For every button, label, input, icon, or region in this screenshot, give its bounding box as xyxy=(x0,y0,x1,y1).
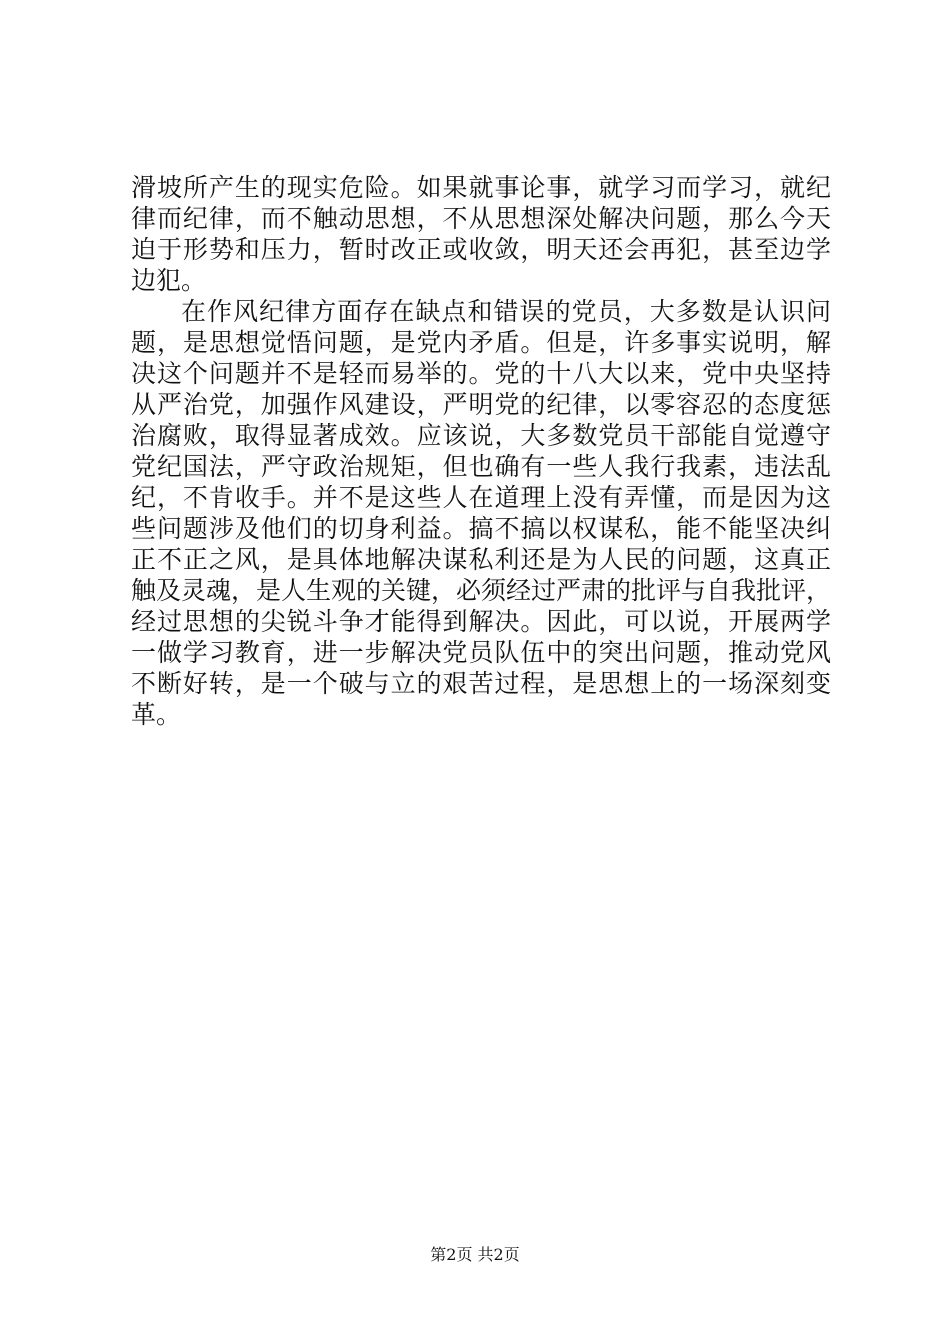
text-line: 从严治党，加强作风建设，严明党的纪律，以零容忍的态度惩 xyxy=(131,390,831,419)
text-line: 纪，不肯收手。并不是这些人在道理上没有弄懂，而是因为这 xyxy=(131,483,831,512)
paragraph-2 xyxy=(131,296,831,730)
text-line: 革。 xyxy=(131,700,182,729)
text-line: 不断好转，是一个破与立的艰苦过程，是思想上的一场深刻变 xyxy=(131,669,831,698)
text-line: 题，是思想觉悟问题，是党内矛盾。但是，许多事实说明，解 xyxy=(131,328,831,357)
page-footer xyxy=(0,1244,950,1266)
text-line: 在作风纪律方面存在缺点和错误的党员，大多数是认识问 xyxy=(181,297,831,326)
text-line: 决这个问题并不是轻而易举的。党的十八大以来，党中央坚持 xyxy=(131,359,831,388)
text-line: 治腐败，取得显著成效。应该说，大多数党员干部能自觉遵守 xyxy=(131,421,831,450)
page-number: 第2页 共2页 xyxy=(430,1245,520,1264)
text-line: 党纪国法，严守政治规矩，但也确有一些人我行我素，违法乱 xyxy=(131,452,831,481)
paragraph-1 xyxy=(131,172,831,296)
text-line: 触及灵魂，是人生观的关键，必须经过严肃的批评与自我批评， xyxy=(131,576,832,605)
body-text xyxy=(131,172,831,730)
text-line: 滑坡所产生的现实危险。如果就事论事，就学习而学习，就纪 xyxy=(131,173,831,202)
text-line: 经过思想的尖锐斗争才能得到解决。因此，可以说，开展两学 xyxy=(131,607,831,636)
text-line: 律而纪律，而不触动思想，不从思想深处解决问题，那么今天 xyxy=(131,204,831,233)
text-line: 些问题涉及他们的切身利益。搞不搞以权谋私，能不能坚决纠 xyxy=(131,514,831,543)
text-line: 正不正之风，是具体地解决谋私利还是为人民的问题，这真正 xyxy=(131,545,831,574)
text-line: 边犯。 xyxy=(131,266,207,295)
text-line: 一做学习教育，进一步解决党员队伍中的突出问题，推动党风 xyxy=(131,638,831,667)
text-line: 迫于形势和压力，暂时改正或收敛，明天还会再犯，甚至边学 xyxy=(131,235,831,264)
